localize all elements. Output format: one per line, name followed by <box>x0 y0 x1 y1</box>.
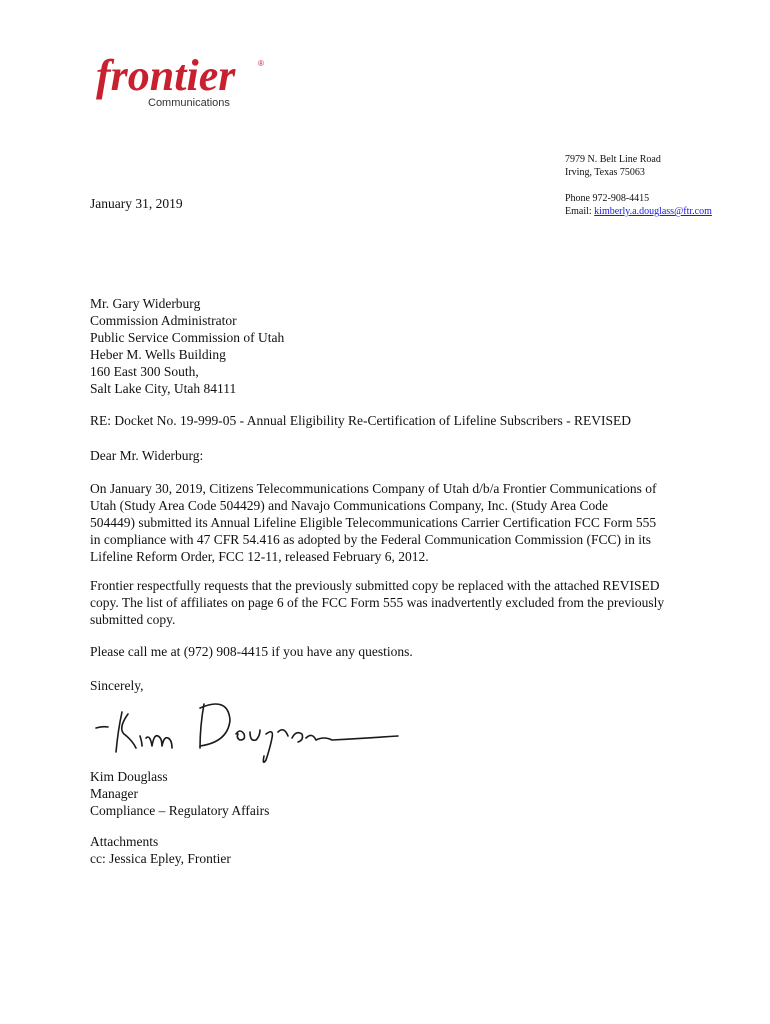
signer-name: Kim Douglass <box>90 769 168 784</box>
paragraph-line: On January 30, 2019, Citizens Telecommunications Company of Utah d/b/a Frontier Communications of <box>90 481 657 496</box>
signer-block <box>90 768 700 819</box>
recipient-line: 160 East 300 South, <box>90 364 199 379</box>
paragraph-line: 504449) submitted its Annual Lifeline Eligible Telecommunications Carrier Certification FCC Form 555 <box>90 515 657 530</box>
logo-trademark: ® <box>258 59 264 68</box>
recipient-line: Salt Lake City, Utah 84111 <box>90 381 237 396</box>
sender-contact <box>565 192 712 218</box>
recipient-line: Commission Administrator <box>90 313 237 328</box>
email-link[interactable]: kimberly.a.douglass@ftr.com <box>594 206 712 217</box>
closing: Sincerely, <box>90 678 144 693</box>
paragraph-line: in compliance with 47 CFR 54.416 as adopted by the Federal Communication Commission (FCC) in its <box>90 532 651 547</box>
logo-wordmark: frontier <box>96 51 236 100</box>
cc-line: cc: Jessica Epley, Frontier <box>90 851 231 866</box>
logo-subtitle: Communications <box>148 97 230 109</box>
address-line-1: 7979 N. Belt Line Road <box>565 154 661 165</box>
body-paragraph-3 <box>90 643 700 660</box>
sender-address <box>565 153 661 179</box>
salutation: Dear Mr. Widerburg: <box>90 448 204 463</box>
signer-department: Compliance – Regulatory Affairs <box>90 803 270 818</box>
body-paragraph-2 <box>90 577 700 628</box>
attachments-block <box>90 833 700 867</box>
paragraph-line: Utah (Study Area Code 504429) and Navajo Communications Company, Inc. (Study Area Code <box>90 498 609 513</box>
body-paragraph-1 <box>90 480 700 565</box>
recipient-line: Heber M. Wells Building <box>90 347 226 362</box>
paragraph-line: Please call me at (972) 908-4415 if you have any questions. <box>90 644 413 659</box>
attachments-label: Attachments <box>90 834 159 849</box>
frontier-logo <box>92 46 272 112</box>
recipient-line: Mr. Gary Widerburg <box>90 296 201 311</box>
email-label: Email: <box>565 206 595 217</box>
re-line: RE: Docket No. 19-999-05 - Annual Eligibility Re-Certification of Lifeline Subscribers - REVISED <box>90 413 632 428</box>
paragraph-line: submitted copy. <box>90 612 176 627</box>
recipient-address <box>90 295 700 397</box>
paragraph-line: Lifeline Reform Order, FCC 12-11, released February 6, 2012. <box>90 549 429 564</box>
signer-title: Manager <box>90 786 138 801</box>
handwritten-signature <box>88 690 408 770</box>
letter-date: January 31, 2019 <box>90 196 183 211</box>
paragraph-line: copy. The list of affiliates on page 6 of the FCC Form 555 was inadvertently excluded from the previously <box>90 595 665 610</box>
paragraph-line: Frontier respectfully requests that the previously submitted copy be replaced with the attached REVISED <box>90 578 660 593</box>
address-line-2: Irving, Texas 75063 <box>565 167 645 178</box>
recipient-line: Public Service Commission of Utah <box>90 330 285 345</box>
sender-phone: Phone 972-908-4415 <box>565 193 650 204</box>
sender-email-line <box>565 205 712 218</box>
